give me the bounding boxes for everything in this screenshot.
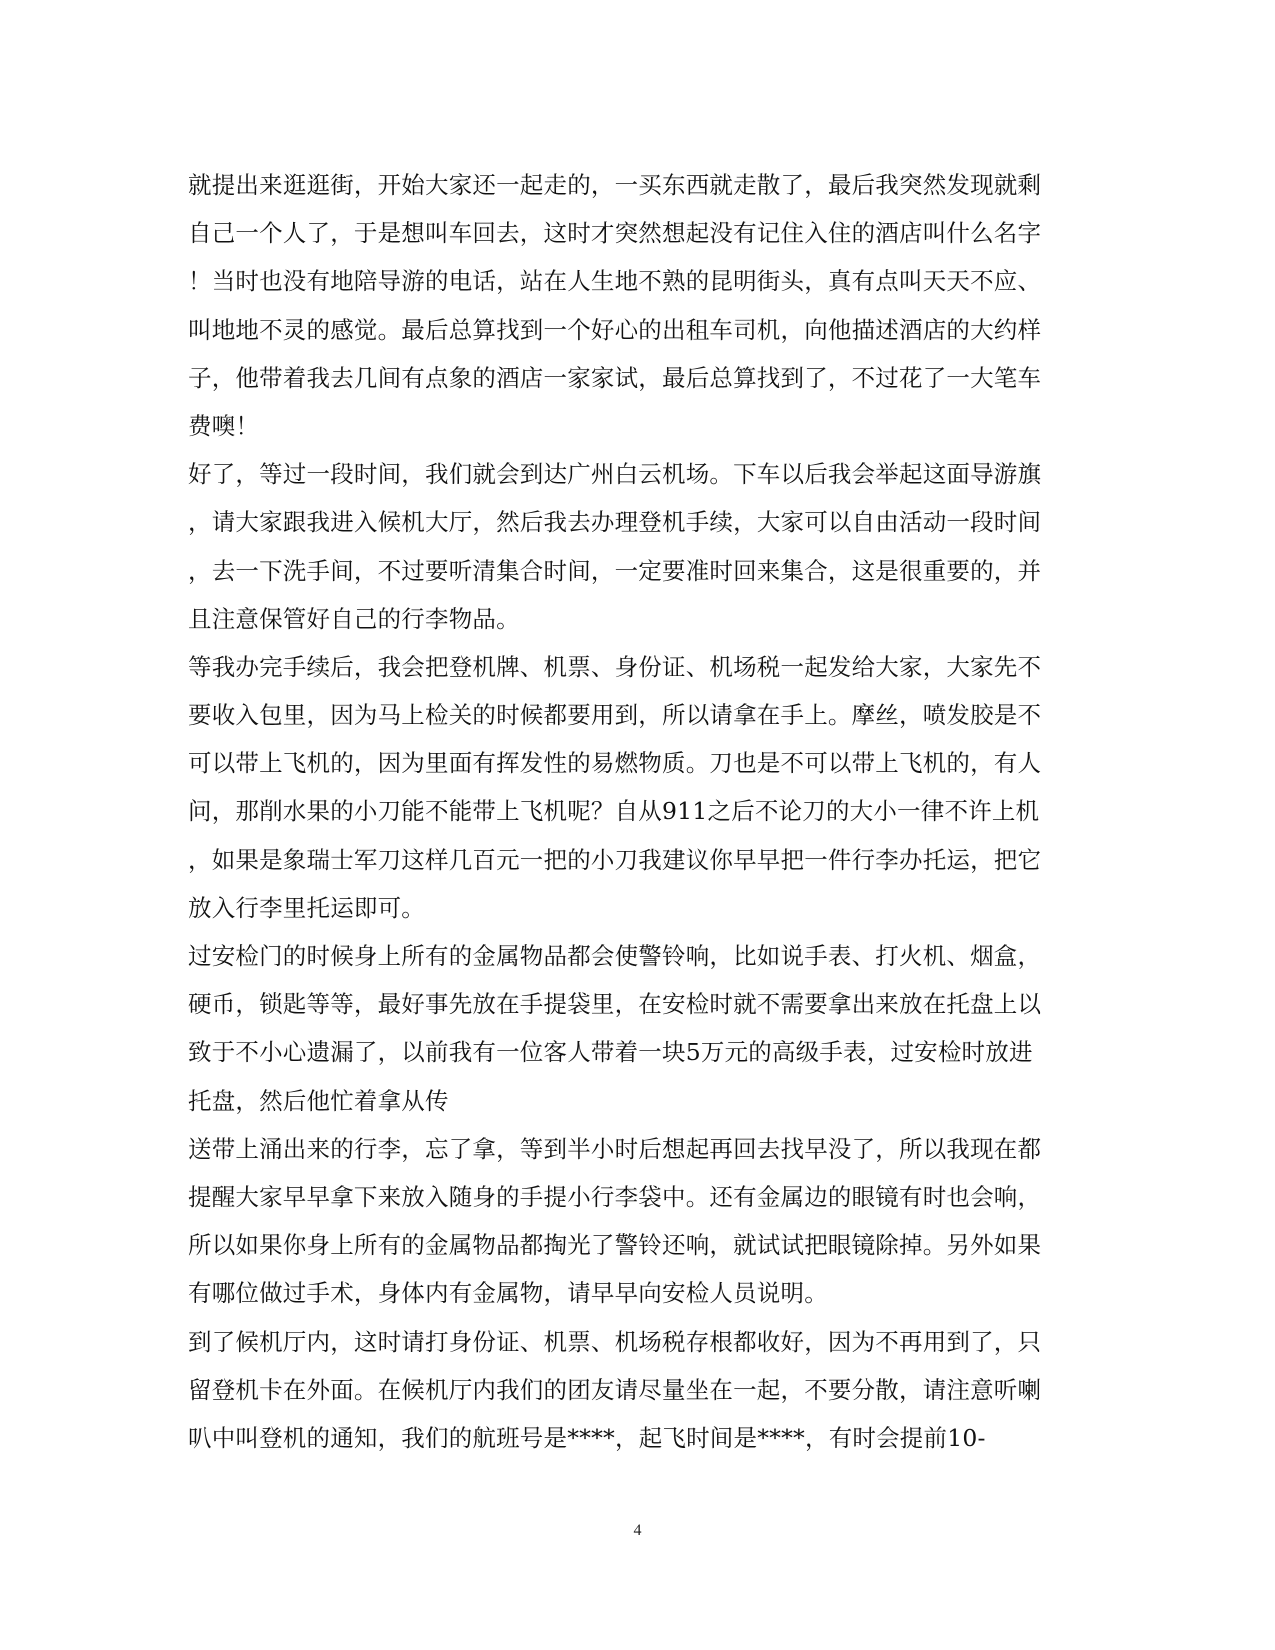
text-line: 要收入包里，因为马上检关的时候都要用到，所以请拿在手上。摩丝，喷发胶是不 [188,701,1042,730]
text-line: 自己一个人了，于是想叫车回去，这时才突然想起没有记住入住的酒店叫什么名字 [188,219,1042,248]
text-line: 费噢！ [188,411,260,440]
text-line: 留登机卡在外面。在候机厅内我们的团友请尽量坐在一起，不要分散，请注意听喇 [188,1375,1042,1404]
text-line: 到了候机厅内，这时请打身份证、机票、机场税存根都收好，因为不再用到了，只 [188,1327,1042,1356]
text-line: 问，那削水果的小刀能不能带上飞机呢？自从911之后不论刀的大小一律不许上机 [188,797,1040,826]
body-text [188,161,1088,1462]
text-line: 且注意保管好自己的行李物品。 [188,604,520,633]
text-line: 过安检门的时候身上所有的金属物品都会使警铃响，比如说手表、打火机、烟盒， [188,942,1042,970]
text-line: 硬币，锁匙等等，最好事先放在手提袋里，在安检时就不需要拿出来放在托盘上以 [188,990,1042,1019]
text-line: 就提出来逛逛街，开始大家还一起走的，一买东西就走散了，最后我突然发现就剩 [188,171,1042,199]
text-line: 等我办完手续后，我会把登机牌、机票、身份证、机场税一起发给大家，大家先不 [188,652,1042,681]
text-line: 送带上涌出来的行李，忘了拿，等到半小时后想起再回去找早没了，所以我现在都 [188,1134,1042,1163]
text-line: ，去一下洗手间，不过要听清集合时间，一定要准时回来集合，这是很重要的，并 [188,556,1042,585]
text-line: ，如果是象瑞士军刀这样几百元一把的小刀我建议你早早把一件行李办托运，把它 [188,845,1042,874]
text-line: 叭中叫登机的通知，我们的航班号是****，起飞时间是****，有时会提前10- [188,1423,986,1452]
page-number: 4 [633,1522,642,1539]
text-line: 叫地地不灵的感觉。最后总算找到一个好心的出租车司机，向他描述酒店的大约样 [188,315,1042,344]
text-line: 托盘，然后他忙着拿从传 [188,1086,449,1115]
text-line: 好了，等过一段时间，我们就会到达广州白云机场。下车以后我会举起这面导游旗 [188,460,1042,489]
text-line: ，请大家跟我进入候机大厅，然后我去办理登机手续，大家可以自由活动一段时间 [188,508,1042,537]
text-line: 提醒大家早早拿下来放入随身的手提小行李袋中。还有金属边的眼镜有时也会响， [188,1182,1042,1211]
text-line: 致于不小心遗漏了，以前我有一位客人带着一块5万元的高级手表，过安检时放进 [188,1038,1033,1067]
text-line: 所以如果你身上所有的金属物品都掏光了警铃还响，就试试把眼镜除掉。另外如果 [188,1231,1042,1260]
text-line: 放入行李里托运即可。 [188,893,425,922]
text-line: ！当时也没有地陪导游的电话，站在人生地不熟的昆明街头，真有点叫天天不应、 [188,267,1042,296]
text-line: 可以带上飞机的，因为里面有挥发性的易燃物质。刀也是不可以带上飞机的，有人 [188,749,1042,778]
text-line: 子，他带着我去几间有点象的酒店一家家试，最后总算找到了，不过花了一大笔车 [188,363,1042,392]
text-line: 有哪位做过手术，身体内有金属物，请早早向安检人员说明。 [188,1279,828,1308]
